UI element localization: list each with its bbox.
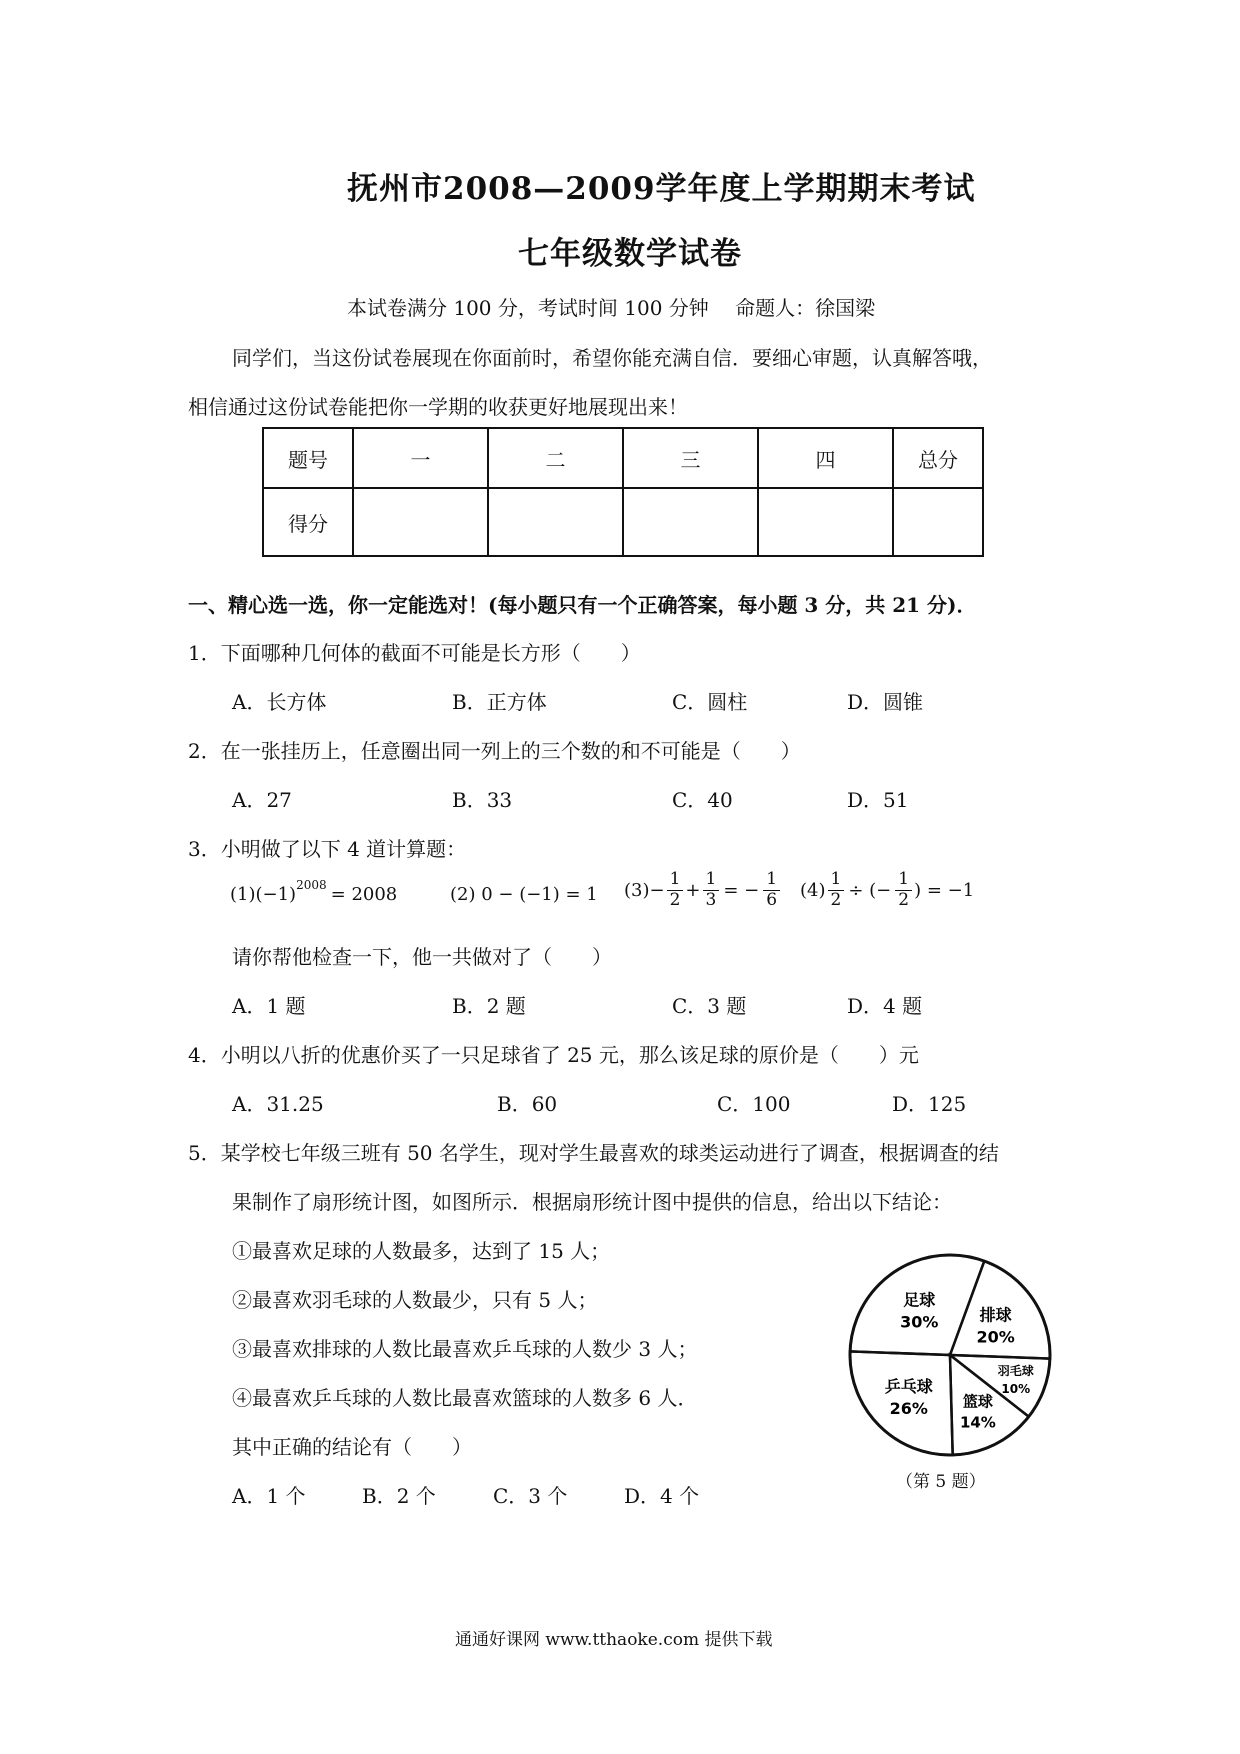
pie-slice-percent: 26%	[889, 1398, 928, 1418]
numerator: 1	[703, 870, 720, 891]
score-cell	[893, 488, 983, 556]
question-5-prompt: 其中正确的结论有（ ）	[232, 1435, 472, 1459]
question-5-conclusion-1: ①最喜欢足球的人数最多，达到了 15 人；	[232, 1239, 611, 1263]
intro-line-1: 同学们，当这份试卷展现在你面前时，希望你能充满自信．要细心审题，认真解答哦，	[232, 346, 992, 370]
formula-1-exponent: 2008	[296, 877, 327, 892]
fraction-one-half	[828, 870, 845, 910]
question-2-option-d: D．51	[847, 788, 909, 812]
pie-chart-caption: （第 5 题）	[896, 1472, 986, 1492]
score-table-header-cell: 四	[758, 428, 893, 488]
question-3-option-b: B．2 题	[452, 994, 526, 1018]
question-5-option-a: A．1 个	[232, 1484, 306, 1508]
pie-slice-label: 足球	[903, 1290, 936, 1310]
score-cell	[623, 488, 758, 556]
question-3-option-a: A．1 题	[232, 994, 306, 1018]
question-5-option-c: C．3 个	[493, 1484, 568, 1508]
question-1-option-c: C．圆柱	[672, 690, 748, 714]
question-3-stem: 3．小明做了以下 4 道计算题：	[188, 837, 467, 861]
score-table-row-label: 得分	[263, 488, 353, 556]
question-5-conclusion-2: ②最喜欢羽毛球的人数最少，只有 5 人；	[232, 1288, 598, 1312]
question-4-option-d: D．125	[892, 1092, 967, 1116]
exam-subtitle: 七年级数学试卷	[518, 236, 742, 272]
pie-slice-label: 篮球	[962, 1392, 993, 1411]
score-table-header-cell: 总分	[893, 428, 983, 488]
numerator: 1	[828, 870, 845, 891]
exam-info: 本试卷满分 100 分，考试时间 100 分钟 命题人：徐国梁	[347, 296, 876, 320]
question-1-option-b: B．正方体	[452, 690, 547, 714]
score-table-header-cell: 题号	[263, 428, 353, 488]
question-5-conclusion-3: ③最喜欢排球的人数比最喜欢乒乓球的人数少 3 人；	[232, 1337, 698, 1361]
numerator: 1	[763, 870, 780, 891]
pie-slice-label: 羽毛球	[997, 1364, 1034, 1379]
formula-4-divide: ÷ (−	[848, 879, 892, 901]
question-4-option-a: A．31.25	[232, 1092, 324, 1116]
question-1-option-d: D．圆锥	[847, 690, 924, 714]
pie-slice-label: 排球	[979, 1305, 1012, 1325]
section-1-title: 一、精心选一选，你一定能选对！(每小题只有一个正确答案，每小题 3 分，共 21 分)．	[188, 593, 977, 617]
fraction-one-sixth	[763, 870, 780, 910]
question-4-option-b: B．60	[497, 1092, 558, 1116]
score-cell	[488, 488, 623, 556]
denominator: 2	[830, 889, 842, 910]
intro-line-2: 相信通过这份试卷能把你一学期的收获更好地展现出来！	[188, 395, 688, 419]
question-4-stem: 4．小明以八折的优惠价买了一只足球省了 25 元，那么该足球的原价是（ ）元	[188, 1043, 919, 1067]
question-5-option-b: B．2 个	[362, 1484, 436, 1508]
score-cell	[353, 488, 488, 556]
formula-3-minus: −	[649, 879, 665, 901]
denominator: 2	[898, 889, 910, 910]
formula-1-label: (1)	[230, 884, 256, 905]
question-2-option-c: C．40	[672, 788, 733, 812]
score-table-score-row	[263, 488, 983, 556]
question-1-option-a: A．长方体	[232, 690, 327, 714]
formula-1	[230, 877, 398, 905]
score-table-header-cell: 二	[488, 428, 623, 488]
footer-text: 通通好课网 www.tthaoke.com 提供下载	[455, 1630, 773, 1650]
formula-4-label: (4)	[800, 879, 826, 901]
formula-4	[800, 870, 974, 910]
denominator: 2	[669, 889, 681, 910]
exam-title: 抚州市2008—2009学年度上学期期末考试	[347, 171, 976, 207]
pie-slice-percent: 20%	[976, 1327, 1015, 1347]
formula-4-end: ) = −1	[914, 879, 975, 901]
question-5-option-d: D．4 个	[624, 1484, 700, 1508]
score-cell	[758, 488, 893, 556]
question-5-conclusion-4: ④最喜欢乒乓球的人数比最喜欢篮球的人数多 6 人．	[232, 1386, 698, 1410]
formula-1-rhs: = 2008	[330, 884, 398, 905]
formula-3-plus: +	[685, 879, 701, 901]
numerator: 1	[667, 870, 684, 891]
pie-slice-percent: 30%	[900, 1312, 939, 1332]
numerator: 1	[895, 870, 912, 891]
fraction-one-half	[895, 870, 912, 910]
pie-slice-percent: 10%	[1001, 1382, 1031, 1397]
question-3-prompt: 请你帮他检查一下，他一共做对了（ ）	[232, 945, 612, 969]
question-2-stem: 2．在一张挂历上，任意圈出同一列上的三个数的和不可能是（ ）	[188, 739, 801, 763]
formula-3-equals: = −	[723, 879, 760, 901]
question-4-option-c: C．100	[717, 1092, 791, 1116]
question-5-stem-line-1: 5．某学校七年级三班有 50 名学生，现对学生最喜欢的球类运动进行了调查，根据调查的结	[188, 1141, 999, 1165]
formula-2: (2) 0 − (−1) = 1	[450, 884, 598, 905]
score-table-header-cell: 三	[623, 428, 758, 488]
question-3-option-d: D．4 题	[847, 994, 923, 1018]
score-table-header-cell: 一	[353, 428, 488, 488]
score-table-header-row	[263, 428, 983, 488]
score-table	[262, 427, 984, 557]
denominator: 6	[766, 889, 778, 910]
pie-chart	[840, 1245, 1060, 1465]
question-1-stem: 1．下面哪种几何体的截面不可能是长方形（ ）	[188, 641, 641, 665]
formula-1-base: (−1)	[255, 884, 297, 905]
formula-3	[624, 870, 782, 910]
question-2-option-a: A．27	[232, 788, 292, 812]
question-3-option-c: C．3 题	[672, 994, 747, 1018]
formula-3-label: (3)	[624, 879, 650, 901]
fraction-one-third	[703, 870, 720, 910]
pie-slice-percent: 14%	[959, 1413, 996, 1432]
question-5-stem-line-2: 果制作了扇形统计图，如图所示．根据扇形统计图中提供的信息，给出以下结论：	[232, 1190, 952, 1214]
pie-slice-label: 乒乓球	[884, 1376, 933, 1396]
question-2-option-b: B．33	[452, 788, 513, 812]
fraction-one-half	[667, 870, 684, 910]
denominator: 3	[705, 889, 717, 910]
